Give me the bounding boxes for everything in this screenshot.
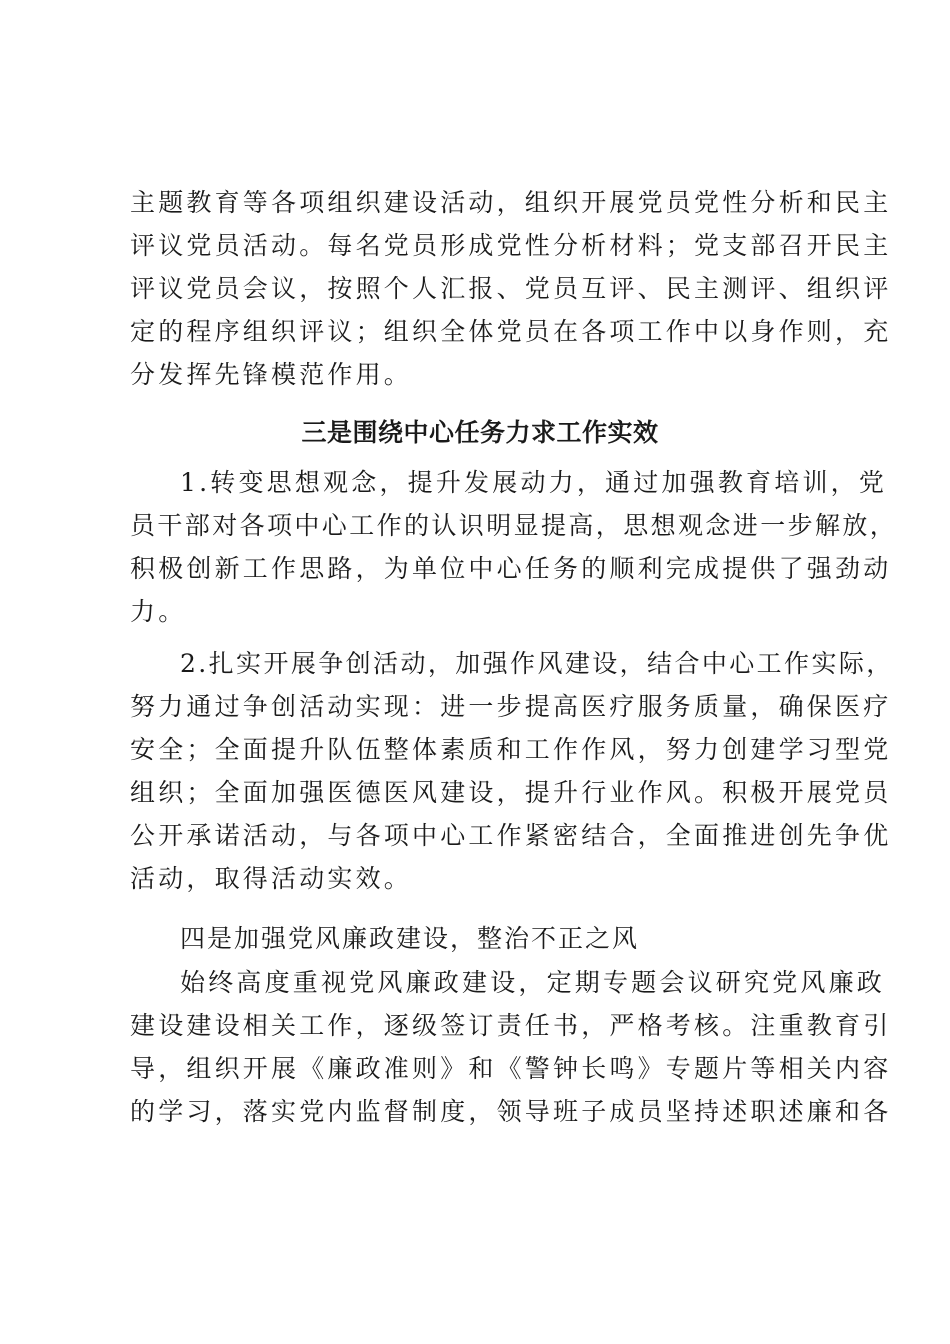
paragraph-line: 导，组织开展《廉政准则》和《警钟长鸣》专题片等相关内容 bbox=[130, 1054, 892, 1083]
paragraph-line: 2.扎实开展争创活动，加强作风建设，结合中心工作实际， bbox=[180, 649, 894, 678]
section-heading: 四是加强党风廉政建设，整治不正之风 bbox=[180, 924, 640, 953]
paragraph-line: 定的程序组织评议；组织全体党员在各项工作中以身作则，充 bbox=[130, 317, 892, 346]
paragraph-line: 力。 bbox=[130, 597, 187, 626]
paragraph-line: 分发挥先锋模范作用。 bbox=[130, 360, 413, 389]
paragraph-line: 公开承诺活动，与各项中心工作紧密结合，全面推进创先争优 bbox=[130, 821, 892, 850]
paragraph-line: 主题教育等各项组织建设活动，组织开展党员党性分析和民主 bbox=[130, 188, 892, 217]
paragraph-line: 的学习，落实党内监督制度，领导班子成员坚持述职述廉和各 bbox=[130, 1097, 892, 1126]
paragraph-line: 活动，取得活动实效。 bbox=[130, 864, 413, 893]
paragraph-line: 积极创新工作思路，为单位中心任务的顺利完成提供了强劲动 bbox=[130, 554, 892, 583]
paragraph-line: 评议党员会议，按照个人汇报、党员互评、民主测评、组织评 bbox=[130, 274, 892, 303]
paragraph-line: 评议党员活动。每名党员形成党性分析材料；党支部召开民主 bbox=[130, 231, 892, 260]
paragraph-line: 1.转变思想观念，提升发展动力，通过加强教育培训，党 bbox=[180, 468, 888, 497]
paragraph-line: 组织；全面加强医德医风建设，提升行业作风。积极开展党员 bbox=[130, 778, 892, 807]
section-heading: 三是围绕中心任务力求工作实效 bbox=[301, 418, 659, 447]
paragraph-line: 始终高度重视党风廉政建设，定期专题会议研究党风廉政 bbox=[180, 968, 886, 997]
paragraph-line: 建设建设相关工作，逐级签订责任书，严格考核。注重教育引 bbox=[130, 1011, 892, 1040]
paragraph-line: 努力通过争创活动实现：进一步提高医疗服务质量，确保医疗 bbox=[130, 692, 892, 721]
paragraph-line: 员干部对各项中心工作的认识明显提高，思想观念进一步解放， bbox=[130, 511, 898, 540]
paragraph-line: 安全；全面提升队伍整体素质和工作作风，努力创建学习型党 bbox=[130, 735, 892, 764]
